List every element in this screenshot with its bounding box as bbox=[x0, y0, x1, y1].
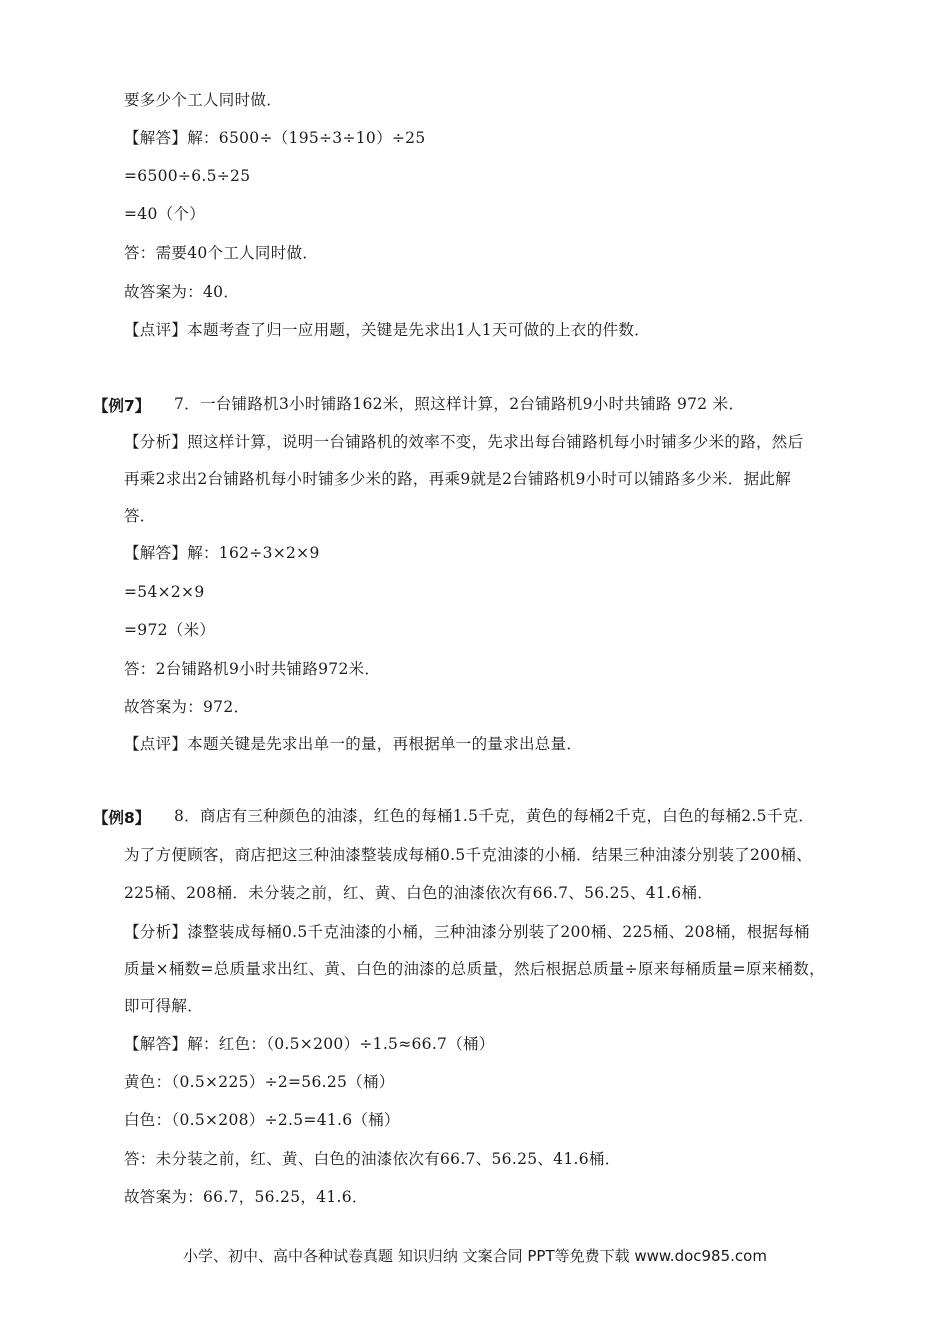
final-answer-line: 故答案为：972． bbox=[124, 698, 250, 716]
page-footer: 小学、初中、高中各种试卷真题 知识归纳 文案合同 PPT等免费下载 www.doc985.com bbox=[183, 1247, 767, 1265]
text-line: 要多少个工人同时做． bbox=[124, 91, 283, 109]
final-answer-line: 故答案为：40． bbox=[124, 283, 240, 301]
calc-line: =972（米） bbox=[124, 621, 216, 639]
answer-line: 【解答】解：红色：（0.5×200）÷1.5≈66.7（桶） bbox=[124, 1035, 495, 1053]
example8-label: 【例8】 bbox=[93, 809, 151, 827]
analysis-line: 答． bbox=[124, 507, 156, 525]
answer-line: 【解答】解：162÷3×2×9 bbox=[124, 544, 320, 562]
answer-line: 【解答】解：6500÷（195÷3÷10）÷25 bbox=[124, 129, 426, 147]
reply-line: 答：未分装之前，红、黄、白色的油漆依次有66.7、56.25、41.6桶． bbox=[124, 1150, 621, 1168]
example7-question: 7．一台铺路机3小时铺路162米，照这样计算，2台铺路机9小时共铺路 972 米． bbox=[174, 395, 745, 413]
comment-line: 【点评】本题考查了归一应用题，关键是先求出1人1天可做的上衣的件数． bbox=[124, 321, 650, 339]
calc-line: =6500÷6.5÷25 bbox=[124, 167, 251, 185]
analysis-line: 再乘2求出2台铺路机每小时铺多少米的路，再乘9就是2台铺路机9小时可以铺路多少米．据此解 bbox=[124, 470, 792, 488]
question-line: 225桶、208桶．未分装之前，红、黄、白色的油漆依次有66.7、56.25、41.6桶． bbox=[124, 884, 714, 902]
calc-line: 黄色：（0.5×225）÷2=56.25（桶） bbox=[124, 1073, 395, 1091]
reply-line: 答：需要40个工人同时做． bbox=[124, 244, 319, 262]
analysis-line: 【分析】漆整装成每桶0.5千克油漆的小桶，三种油漆分别装了200桶、225桶、208桶，根据每桶 bbox=[124, 923, 810, 941]
calc-line: 白色：（0.5×208）÷2.5=41.6（桶） bbox=[124, 1111, 400, 1129]
reply-line: 答：2台铺路机9小时共铺路972米． bbox=[124, 660, 381, 678]
calc-line: =54×2×9 bbox=[124, 583, 205, 601]
example8-question: 8．商店有三种颜色的油漆，红色的每桶1.5千克，黄色的每桶2千克，白色的每桶2.5千克． bbox=[174, 807, 815, 825]
example7-label: 【例7】 bbox=[93, 397, 151, 415]
final-answer-line: 故答案为：66.7，56.25，41.6． bbox=[124, 1188, 368, 1206]
analysis-line: 质量×桶数=总质量求出红、黄、白色的油漆的总质量，然后根据总质量÷原来每桶质量=原来桶数， bbox=[124, 960, 825, 978]
analysis-line: 【分析】照这样计算，说明一台铺路机的效率不变，先求出每台铺路机每小时铺多少米的路，然后 bbox=[124, 433, 804, 451]
analysis-line: 即可得解． bbox=[124, 997, 204, 1015]
comment-line: 【点评】本题关键是先求出单一的量，再根据单一的量求出总量． bbox=[124, 735, 583, 753]
question-line: 为了方便顾客，商店把这三种油漆整装成每桶0.5千克油漆的小桶．结果三种油漆分别装了200桶、 bbox=[124, 846, 813, 864]
calc-line: =40（个） bbox=[124, 205, 206, 223]
